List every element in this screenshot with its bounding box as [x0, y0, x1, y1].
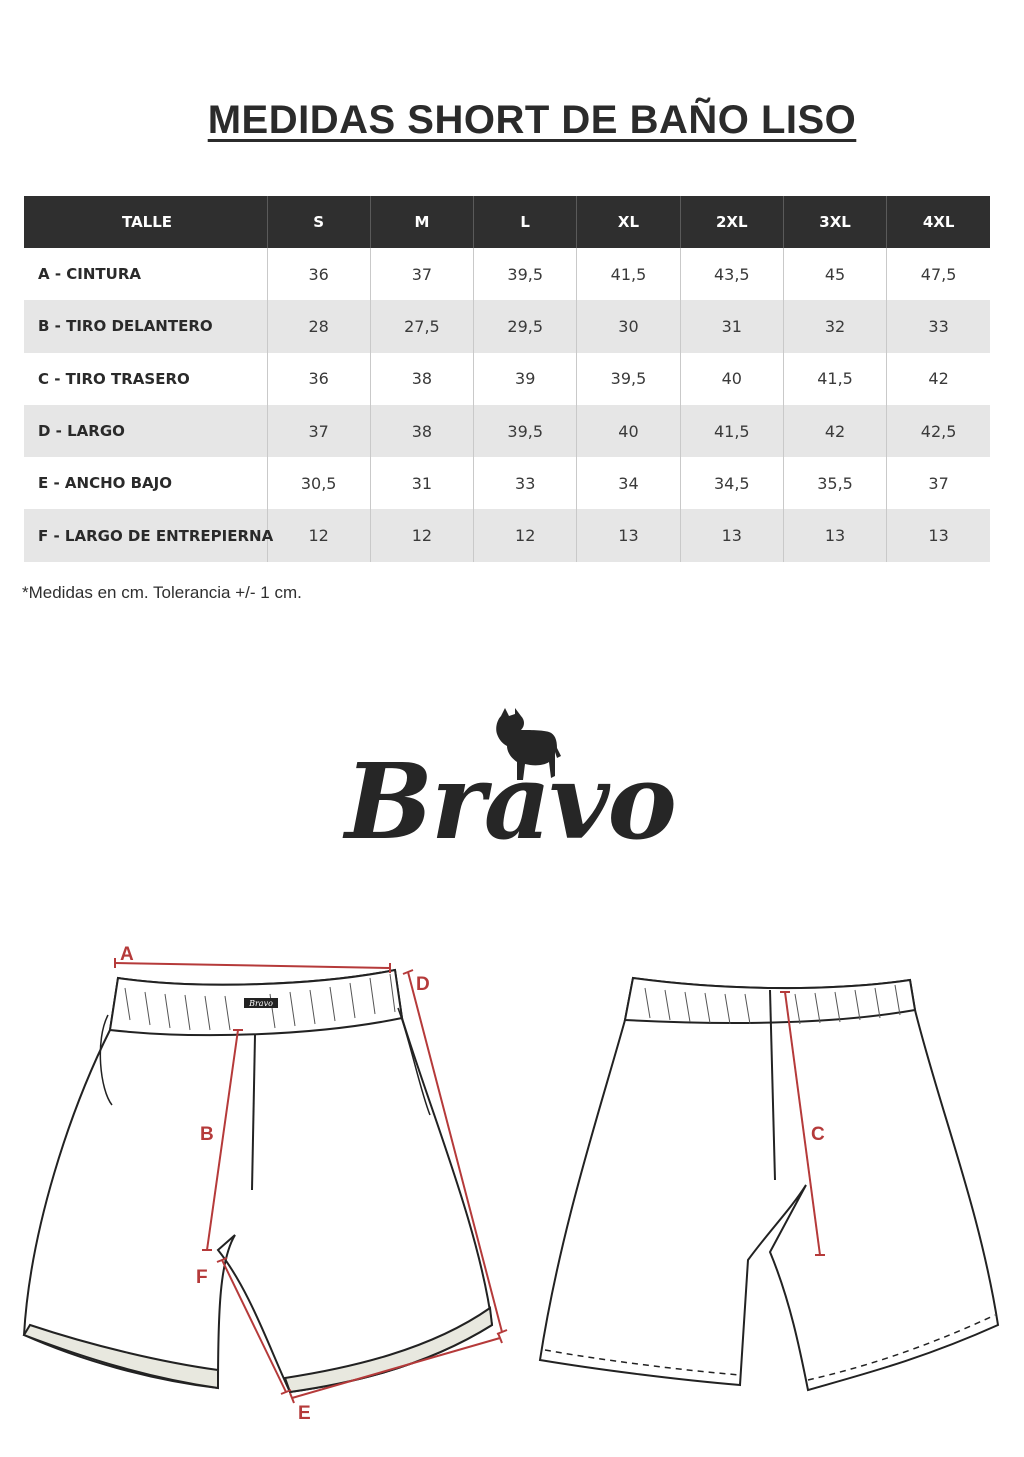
back-shorts	[540, 978, 998, 1390]
brand-tag-text: Bravo	[249, 999, 273, 1008]
row-label: F - LARGO DE ENTREPIERNA	[24, 509, 267, 561]
table-cell: 47,5	[887, 248, 990, 300]
table-cell: 39,5	[474, 248, 577, 300]
front-shorts	[24, 970, 492, 1392]
label-f: F	[196, 1267, 208, 1288]
table-cell: 29,5	[474, 300, 577, 352]
row-label: A - CINTURA	[38, 265, 141, 284]
header-cell: 4XL	[887, 196, 990, 248]
table-cell: 13	[680, 509, 783, 561]
table-header-row	[24, 196, 990, 248]
table-cell: 38	[370, 353, 473, 405]
header-cell: 3XL	[783, 196, 886, 248]
table-cell: 35,5	[783, 457, 886, 509]
table-cell: 34	[577, 457, 680, 509]
table-cell: 28	[267, 300, 370, 352]
table-cell: 13	[887, 509, 990, 561]
table-row	[24, 248, 990, 300]
table-cell: 43,5	[680, 248, 783, 300]
table-cell: 33	[474, 457, 577, 509]
table-row	[24, 405, 990, 457]
table-cell: 39,5	[577, 353, 680, 405]
table-row	[24, 457, 990, 509]
table-row	[24, 509, 990, 561]
table-cell: 31	[680, 300, 783, 352]
table-cell: 40	[577, 405, 680, 457]
table-cell: 33	[887, 300, 990, 352]
table-row	[24, 353, 990, 405]
table-cell: 37	[887, 457, 990, 509]
table-cell: 30,5	[267, 457, 370, 509]
table-cell: 38	[370, 405, 473, 457]
label-d: D	[416, 974, 430, 995]
table-cell: 31	[370, 457, 473, 509]
page-title: MEDIDAS SHORT DE BAÑO LISO	[207, 98, 857, 142]
measurement-note: *Medidas en cm. Tolerancia +/- 1 cm.	[22, 583, 302, 602]
brand-logo	[330, 700, 690, 880]
table-cell: 12	[370, 509, 473, 561]
size-table	[24, 196, 990, 562]
table-cell: 41,5	[577, 248, 680, 300]
table-cell: 42	[783, 405, 886, 457]
shorts-illustration	[0, 930, 1024, 1430]
label-a: A	[120, 944, 134, 965]
row-label: D - LARGO	[24, 405, 267, 457]
table-cell: 12	[474, 509, 577, 561]
label-c: C	[811, 1124, 825, 1145]
table-cell: 37	[370, 248, 473, 300]
shorts-diagram	[0, 930, 1024, 1430]
header-cell: XL	[577, 196, 680, 248]
table-cell: 45	[783, 248, 886, 300]
header-cell: S	[267, 196, 370, 248]
label-b: B	[200, 1124, 214, 1145]
table-cell: 37	[267, 405, 370, 457]
header-cell: L	[474, 196, 577, 248]
table-cell: 13	[577, 509, 680, 561]
label-e: E	[298, 1403, 311, 1424]
header-cell: 2XL	[680, 196, 783, 248]
table-cell: 34,5	[680, 457, 783, 509]
header-cell: M	[370, 196, 473, 248]
table-cell: 40	[680, 353, 783, 405]
table-cell: 39,5	[474, 405, 577, 457]
table-cell: 12	[267, 509, 370, 561]
table-cell: 30	[577, 300, 680, 352]
table-cell: 13	[783, 509, 886, 561]
table-cell: 41,5	[783, 353, 886, 405]
table-cell: 42,5	[887, 405, 990, 457]
table-cell: 42	[887, 353, 990, 405]
table-cell: 36	[267, 353, 370, 405]
row-label: B - TIRO DELANTERO	[24, 300, 267, 352]
table-cell: 41,5	[680, 405, 783, 457]
row-label: E - ANCHO BAJO	[38, 474, 172, 493]
brand-name: Bravo	[345, 740, 675, 863]
table-cell: 32	[783, 300, 886, 352]
table-cell: 39	[474, 353, 577, 405]
table-cell: 27,5	[370, 300, 473, 352]
table-row	[24, 300, 990, 352]
row-label: C - TIRO TRASERO	[38, 369, 190, 388]
table-cell: 36	[267, 248, 370, 300]
header-cell: TALLE	[24, 196, 267, 248]
